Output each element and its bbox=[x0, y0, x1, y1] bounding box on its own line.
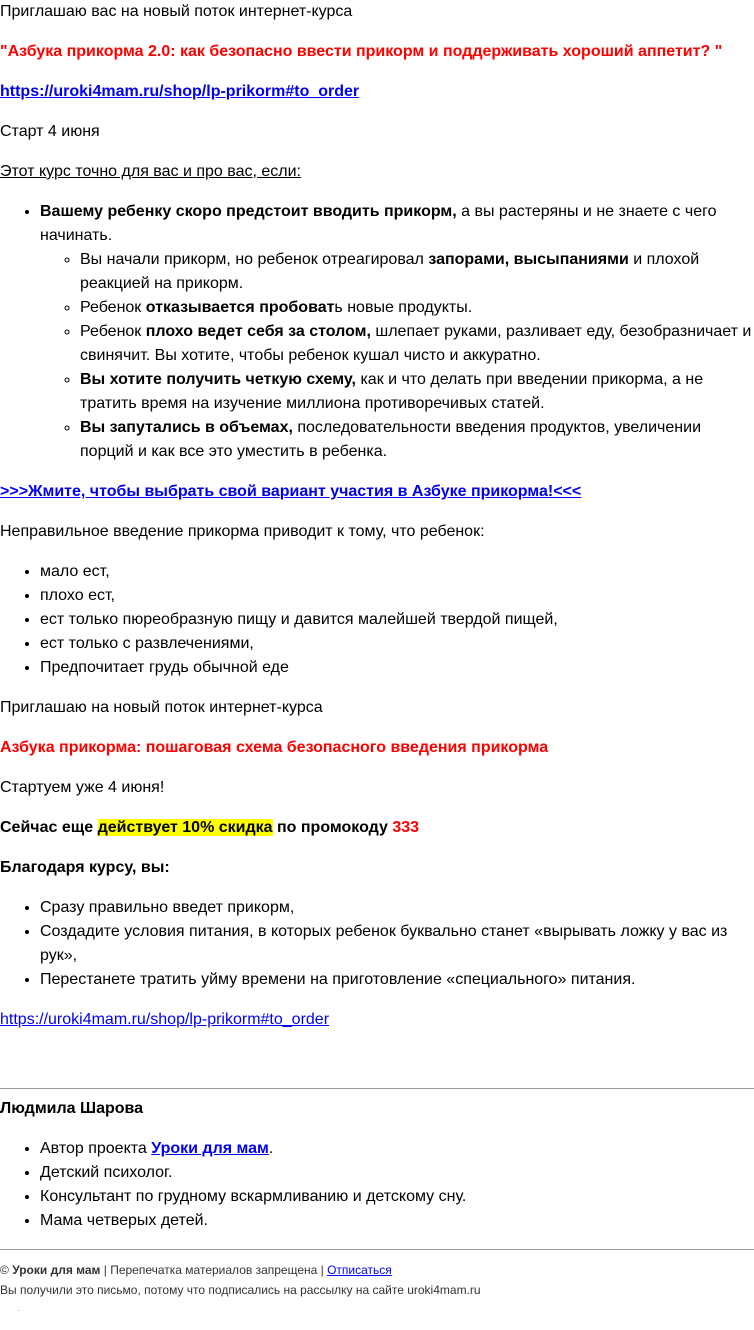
list-item bbox=[80, 320, 754, 368]
order-link-paragraph bbox=[0, 80, 754, 104]
discount-pre: Сейчас еще bbox=[0, 819, 98, 836]
cta-paragraph bbox=[0, 480, 754, 504]
sub-item-text: Ребенок bbox=[80, 299, 146, 316]
list-item: • Мама четверых детей. bbox=[40, 1209, 754, 1233]
divider bbox=[0, 1249, 754, 1250]
list-item: • Перестанете тратить уйму времени на приготовление «специального» питания. bbox=[40, 968, 754, 992]
list-item bbox=[80, 296, 754, 320]
sub-item-text: последовательности введения продуктов, увеличении порций и как все это уместить в ребенка. bbox=[80, 419, 701, 460]
sub-item-text: Вы начали прикорм, но ребенок отреагировал bbox=[80, 251, 429, 268]
order-link-bold[interactable]: https://uroki4mam.ru/shop/lp-prikorm#to_order bbox=[0, 83, 360, 100]
footer-brand: Уроки для мам bbox=[12, 1263, 101, 1277]
wrong-heading: Неправильное введение прикорма приводит к тому, что ребенок: bbox=[0, 523, 485, 540]
for-you-main-rest: а вы растеряны и не знаете с чего начинать. bbox=[40, 203, 717, 244]
promo-code: 333 bbox=[392, 819, 420, 836]
author-item-text: . bbox=[268, 1140, 274, 1157]
sub-item-bold: отказывается пробоват bbox=[145, 299, 335, 316]
discount-paragraph bbox=[0, 816, 754, 840]
author-list bbox=[0, 1137, 754, 1233]
course-title: "Азбука прикорма 2.0: как безопасно ввести прикорм и поддерживать хороший аппетит? " bbox=[0, 43, 723, 60]
sub-item-bold: Вы запутались в объемах, bbox=[80, 419, 293, 436]
for-you-sub-list bbox=[40, 248, 754, 464]
list-item: • плохо ест, bbox=[40, 584, 754, 608]
author-name: Людмила Шарова bbox=[0, 1100, 144, 1117]
list-item: • Предпочитает грудь обычной еде bbox=[40, 656, 754, 680]
start-date: Старт 4 июня bbox=[0, 123, 100, 140]
footer-notice: Вы получили это письмо, потому что подписались на рассылку на сайте uroki4mam.ru bbox=[0, 1283, 481, 1297]
spacer bbox=[0, 1048, 754, 1088]
sub-item-text: как и что делать при введении прикорма, а не тратить время на изучение миллиона противоречивых статей. bbox=[80, 371, 704, 412]
list-item: • Детский психолог. bbox=[40, 1161, 754, 1185]
invite2-line: Приглашаю на новый поток интернет-курса bbox=[0, 699, 323, 716]
list-item: • ест только пюреобразную пищу и давится малейшей твердой пищей, bbox=[40, 608, 754, 632]
sub-item-text: Ребенок bbox=[80, 323, 146, 340]
list-item: • мало ест, bbox=[40, 560, 754, 584]
list-item: • Создадите условия питания, в которых ребенок буквально станет «вырывать ложку у вас из рук», bbox=[40, 920, 754, 968]
for-you-main-item bbox=[40, 200, 754, 464]
list-item bbox=[40, 1137, 754, 1161]
benefits-link-paragraph bbox=[0, 1008, 754, 1032]
sub-item-text: ь новые продукты. bbox=[334, 299, 473, 316]
for-you-main-bold: Вашему ребенку скоро предстоит вводить прикорм, bbox=[40, 203, 457, 220]
benefits-heading: Благодаря курсу, вы: bbox=[0, 859, 170, 876]
tracking-pixel bbox=[18, 1310, 19, 1311]
sub-item-text: и плохой реакцией на прикорм. bbox=[80, 251, 700, 292]
for-you-heading-text: Этот курс точно для вас и про вас, если: bbox=[0, 163, 301, 180]
sub-item-bold: Вы хотите получить четкую схему, bbox=[80, 371, 356, 388]
project-link[interactable]: Уроки для мам bbox=[151, 1140, 269, 1157]
benefits-list bbox=[0, 896, 754, 992]
invite2-start: Стартуем уже 4 июня! bbox=[0, 779, 165, 796]
for-you-heading bbox=[0, 160, 754, 184]
author-item-text: Автор проекта bbox=[40, 1140, 152, 1157]
discount-mid: по промокоду bbox=[272, 819, 393, 836]
list-item: • ест только с развлечениями, bbox=[40, 632, 754, 656]
wrong-list bbox=[0, 560, 754, 680]
list-item: • Консультант по грудному вскармливанию и детскому сну. bbox=[40, 1185, 754, 1209]
list-item bbox=[80, 416, 754, 464]
list-item: • Сразу правильно введет прикорм, bbox=[40, 896, 754, 920]
sub-item-bold: плохо ведет себя за столом, bbox=[145, 323, 371, 340]
order-link[interactable]: https://uroki4mam.ru/shop/lp-prikorm#to_order bbox=[0, 1011, 330, 1028]
list-item bbox=[80, 248, 754, 296]
footer-copyright-line bbox=[0, 1262, 754, 1278]
list-item bbox=[80, 368, 754, 416]
for-you-list bbox=[0, 200, 754, 464]
sub-item-text: шлепает руками, разливает еду, безобразничает и свинячит. Вы хотите, чтобы ребенок кушал чисто и аккуратно. bbox=[80, 323, 752, 364]
unsubscribe-link[interactable]: Отписаться bbox=[327, 1263, 392, 1277]
invite-line: Приглашаю вас на новый поток интернет-курса bbox=[0, 3, 353, 20]
copyright-sign: © bbox=[0, 1263, 9, 1277]
discount-highlight: действует 10% скидка bbox=[97, 819, 273, 836]
cta-link[interactable]: >>>Жмите, чтобы выбрать свой вариант участия в Азбуке прикорма!<<< bbox=[0, 483, 582, 500]
invite2-title: Азбука прикорма: пошаговая схема безопасного введения прикорма bbox=[0, 739, 549, 756]
divider bbox=[0, 1088, 754, 1089]
footer-separator: | Перепечатка материалов запрещена | bbox=[100, 1263, 328, 1277]
sub-item-bold: запорами, высыпаниями bbox=[428, 251, 629, 268]
